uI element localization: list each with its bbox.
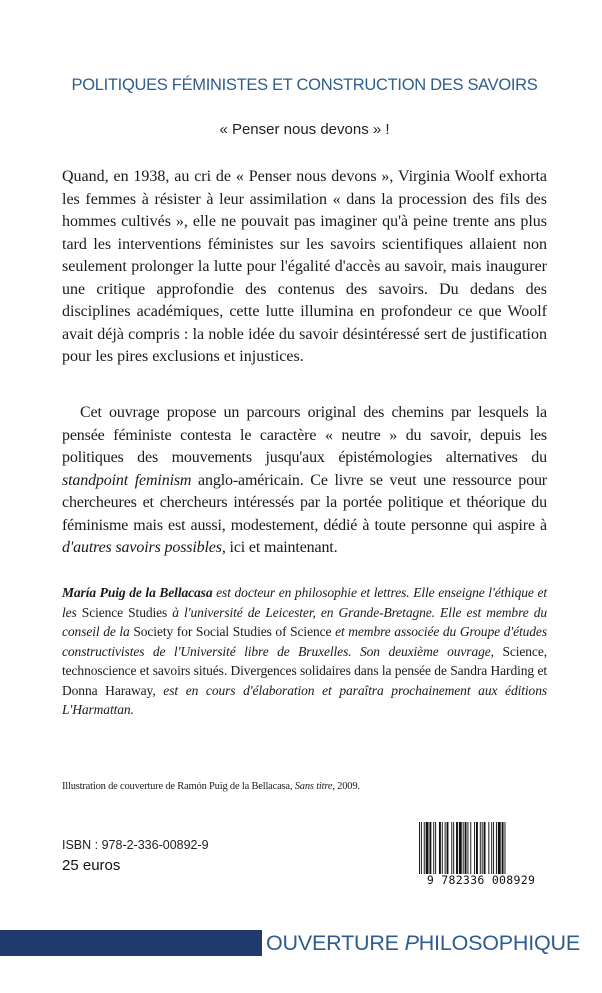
barcode-bar: [421, 822, 422, 874]
collection-band: [0, 930, 262, 956]
barcode-bar: [445, 822, 446, 874]
barcode-bar: [429, 822, 431, 874]
barcode-bar: [439, 822, 441, 874]
author-name: María Puig de la Bellacasa: [62, 585, 213, 600]
barcode-bars: [416, 822, 546, 874]
summary-text: , ici et maintenant.: [221, 539, 338, 556]
barcode-bar: [463, 822, 464, 874]
author-bio: [62, 583, 547, 720]
barcode-bar: [459, 822, 462, 874]
barcode-bar: [467, 822, 468, 874]
barcode-bar: [488, 822, 489, 874]
barcode-bar: [502, 822, 504, 874]
credit-text: Illustration de couverture de Ramón Puig de la Bellacasa,: [62, 781, 295, 792]
barcode-digits: 9 782336 008929: [426, 873, 536, 887]
book-title: POLITIQUES FÉMINISTES ET CONSTRUCTION DES SAVOIRS: [71, 76, 538, 94]
bio-text: Science, technoscience et savoirs situés. Divergences solidaires dans la pensée de Sandra Harding et Donna Haraway,: [62, 643, 547, 698]
bio-text: et membre associée du Groupe d'études constructivistes de l'Université libre de Bruxelles. Son deuxième ouvrage,: [62, 624, 547, 659]
bio-text: Science Studies: [81, 604, 168, 620]
barcode-bar: [433, 822, 434, 874]
barcode-bar: [498, 822, 501, 874]
barcode-bar: [465, 822, 467, 874]
collection-name: [266, 928, 578, 958]
barcode-bar: [456, 822, 458, 874]
bio-text: à l'université de Leicester, en Grande-Bretagne. Elle est membre du conseil de la: [62, 604, 547, 639]
barcode-bar: [505, 822, 506, 874]
collection-text: HILOSOPHIQUE: [418, 931, 580, 955]
barcode-bar: [419, 822, 420, 874]
barcode-bar: [484, 822, 486, 874]
summary-text: anglo-américain. Ce livre se veut une ressource pour chercheures et chercheurs intéressés par la portée politique et théorique du féminisme mais est aussi, modestement, dédié à toute personne qui aspire à: [62, 471, 547, 534]
barcode: [416, 822, 546, 886]
barcode-bar: [426, 822, 429, 874]
barcode-bar: [474, 822, 475, 874]
summary-paragraph-1: Quand, en 1938, au cri de « Penser nous devons », Virginia Woolf exhorta les femmes à résister à leur assimilation « dans la procession des fils des hommes cultivés », elle ne pouvait pas imaginer qu'à peine trente ans plus tard les interventions féministes sur les savoirs scientifiques allaient non seulement prolonger la lutte pour l'égalité d'accès au savoir, mais inaugurer une critique approfondie des contenus des savoirs. Du dedans des disciplines académiques, cette lutte illumina en profondeur ce que Woolf avait déjà compris : la noble idée du savoir désintéressé sert de justification pour les pires exclusions et injustices.: [62, 168, 547, 365]
barcode-bar: [451, 822, 452, 874]
barcode-bar: [453, 822, 454, 874]
price: 25 euros: [62, 857, 121, 874]
barcode-bar: [491, 822, 492, 874]
illustration-credit: [62, 781, 547, 792]
barcode-bar: [476, 822, 478, 874]
collection-text: OUVERTURE: [266, 931, 405, 955]
summary-italic-term: d'autres savoirs possibles: [62, 539, 222, 556]
credit-work-title: Sans titre: [294, 781, 333, 792]
barcode-bar: [496, 822, 497, 874]
barcode-bar: [442, 822, 443, 874]
book-subtitle: « Penser nous devons » !: [219, 121, 390, 138]
bio-text: Society for Social Studies of Science: [133, 624, 332, 639]
barcode-bar: [447, 822, 449, 874]
summary-italic-term: standpoint feminism: [62, 471, 192, 489]
barcode-bar: [470, 822, 471, 874]
summary-paragraph-2: [62, 402, 547, 560]
isbn: ISBN : 978-2-336-00892-9: [62, 838, 209, 852]
barcode-bar: [482, 822, 483, 874]
summary-text: Cet ouvrage propose un parcours original des chemins par lesquels la pensée féministe contesta le caractère « neutre » du savoir, depuis les politiques des mouvements jusqu'aux épistémologies alternatives du: [62, 404, 547, 466]
barcode-bar: [480, 822, 481, 874]
bio-text: est en cours d'élaboration et paraîtra prochainement aux éditions L'Harmattan.: [62, 682, 547, 717]
barcode-bar: [493, 822, 494, 874]
barcode-bar: [424, 822, 425, 874]
collection-text: P: [404, 931, 419, 955]
barcode-bar: [435, 822, 436, 874]
credit-text: , 2009.: [332, 781, 360, 792]
bio-text: est docteur en philosophie et lettres. Elle enseigne l'éthique et les: [62, 585, 547, 620]
